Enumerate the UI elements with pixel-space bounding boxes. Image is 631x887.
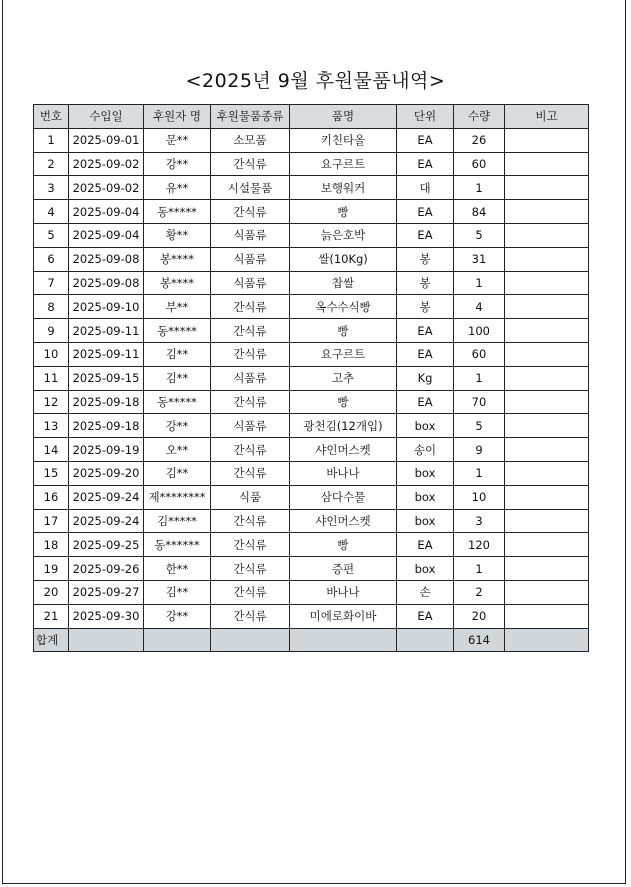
note-cell (505, 176, 589, 200)
table-row (34, 295, 589, 319)
total-cell-empty (211, 628, 290, 652)
quantity-cell: 31 (454, 247, 505, 271)
income-date-cell: 2025-09-26 (69, 557, 144, 581)
quantity-cell: 70 (454, 390, 505, 414)
col-header-note: 비고 (505, 105, 589, 129)
row-number-cell: 15 (34, 461, 69, 485)
row-number-cell: 7 (34, 271, 69, 295)
item-name-cell: 옥수수식빵 (290, 295, 397, 319)
item-category-cell: 간식류 (211, 438, 290, 462)
total-cell-empty (505, 628, 589, 652)
note-cell (505, 580, 589, 604)
row-number-cell: 18 (34, 533, 69, 557)
row-number-cell: 10 (34, 342, 69, 366)
item-name-cell: 키친타올 (290, 128, 397, 152)
item-category-cell: 간식류 (211, 390, 290, 414)
note-cell (505, 295, 589, 319)
unit-cell: EA (397, 319, 454, 343)
item-category-cell: 간식류 (211, 604, 290, 628)
item-name-cell: 빵 (290, 533, 397, 557)
quantity-cell: 1 (454, 271, 505, 295)
item-name-cell: 삼다수물 (290, 485, 397, 509)
total-cell-empty (69, 628, 144, 652)
col-header-item: 품명 (290, 105, 397, 129)
document-title: <2025년 9월 후원물품내역> (185, 70, 446, 92)
table-row (34, 390, 589, 414)
table-row (34, 485, 589, 509)
unit-cell: EA (397, 342, 454, 366)
table-row (34, 247, 589, 271)
donor-name-cell: 봉**** (144, 271, 211, 295)
note-cell (505, 414, 589, 438)
donor-name-cell: 김***** (144, 509, 211, 533)
item-name-cell: 빵 (290, 390, 397, 414)
quantity-cell: 5 (454, 414, 505, 438)
donor-name-cell: 오** (144, 438, 211, 462)
unit-cell: EA (397, 200, 454, 224)
item-name-cell: 증편 (290, 557, 397, 581)
donor-name-cell: 부** (144, 295, 211, 319)
table-row (34, 271, 589, 295)
quantity-cell: 4 (454, 295, 505, 319)
unit-cell: 봉 (397, 295, 454, 319)
donor-name-cell: 김** (144, 580, 211, 604)
unit-cell: 송이 (397, 438, 454, 462)
total-label: 합계 (34, 628, 69, 652)
item-category-cell: 간식류 (211, 580, 290, 604)
item-category-cell: 식품류 (211, 223, 290, 247)
quantity-cell: 26 (454, 128, 505, 152)
total-quantity: 614 (454, 628, 505, 652)
donor-name-cell: 동***** (144, 390, 211, 414)
row-number-cell: 1 (34, 128, 69, 152)
note-cell (505, 342, 589, 366)
row-number-cell: 16 (34, 485, 69, 509)
income-date-cell: 2025-09-15 (69, 366, 144, 390)
note-cell (505, 319, 589, 343)
donor-name-cell: 김** (144, 342, 211, 366)
table-row (34, 200, 589, 224)
item-name-cell: 미에로화이바 (290, 604, 397, 628)
donor-name-cell: 문** (144, 128, 211, 152)
unit-cell: EA (397, 128, 454, 152)
unit-cell: 봉 (397, 247, 454, 271)
unit-cell: 대 (397, 176, 454, 200)
note-cell (505, 485, 589, 509)
table-row (34, 509, 589, 533)
donor-name-cell: 황** (144, 223, 211, 247)
item-category-cell: 소모품 (211, 128, 290, 152)
row-number-cell: 14 (34, 438, 69, 462)
income-date-cell: 2025-09-30 (69, 604, 144, 628)
income-date-cell: 2025-09-08 (69, 247, 144, 271)
table-row (34, 152, 589, 176)
item-name-cell: 빵 (290, 200, 397, 224)
note-cell (505, 557, 589, 581)
income-date-cell: 2025-09-24 (69, 485, 144, 509)
item-name-cell: 빵 (290, 319, 397, 343)
note-cell (505, 390, 589, 414)
row-number-cell: 13 (34, 414, 69, 438)
item-name-cell: 쌀(10Kg) (290, 247, 397, 271)
donor-name-cell: 동***** (144, 200, 211, 224)
item-name-cell: 찹쌀 (290, 271, 397, 295)
unit-cell: Kg (397, 366, 454, 390)
row-number-cell: 2 (34, 152, 69, 176)
note-cell (505, 509, 589, 533)
row-number-cell: 4 (34, 200, 69, 224)
income-date-cell: 2025-09-20 (69, 461, 144, 485)
item-name-cell: 샤인머스켓 (290, 438, 397, 462)
table-row (34, 604, 589, 628)
item-category-cell: 식품류 (211, 414, 290, 438)
donor-name-cell: 봉**** (144, 247, 211, 271)
row-number-cell: 5 (34, 223, 69, 247)
quantity-cell: 5 (454, 223, 505, 247)
unit-cell: box (397, 461, 454, 485)
note-cell (505, 366, 589, 390)
table-row (34, 319, 589, 343)
row-number-cell: 3 (34, 176, 69, 200)
donor-name-cell: 강** (144, 414, 211, 438)
quantity-cell: 120 (454, 533, 505, 557)
income-date-cell: 2025-09-25 (69, 533, 144, 557)
item-category-cell: 간식류 (211, 319, 290, 343)
quantity-cell: 2 (454, 580, 505, 604)
note-cell (505, 152, 589, 176)
total-row (34, 628, 589, 652)
note-cell (505, 247, 589, 271)
unit-cell: box (397, 557, 454, 581)
item-category-cell: 간식류 (211, 152, 290, 176)
item-name-cell: 보행워커 (290, 176, 397, 200)
item-category-cell: 간식류 (211, 533, 290, 557)
row-number-cell: 19 (34, 557, 69, 581)
quantity-cell: 60 (454, 342, 505, 366)
table-row (34, 461, 589, 485)
row-number-cell: 6 (34, 247, 69, 271)
item-category-cell: 간식류 (211, 509, 290, 533)
income-date-cell: 2025-09-24 (69, 509, 144, 533)
income-date-cell: 2025-09-18 (69, 414, 144, 438)
quantity-cell: 84 (454, 200, 505, 224)
note-cell (505, 461, 589, 485)
item-name-cell: 바나나 (290, 461, 397, 485)
quantity-cell: 10 (454, 485, 505, 509)
note-cell (505, 271, 589, 295)
income-date-cell: 2025-09-10 (69, 295, 144, 319)
table-row (34, 176, 589, 200)
quantity-cell: 3 (454, 509, 505, 533)
donor-name-cell: 유** (144, 176, 211, 200)
col-header-quantity: 수량 (454, 105, 505, 129)
item-name-cell: 고추 (290, 366, 397, 390)
income-date-cell: 2025-09-02 (69, 152, 144, 176)
row-number-cell: 20 (34, 580, 69, 604)
item-category-cell: 간식류 (211, 342, 290, 366)
donor-name-cell: 김** (144, 461, 211, 485)
note-cell (505, 604, 589, 628)
note-cell (505, 223, 589, 247)
row-number-cell: 17 (34, 509, 69, 533)
total-cell-empty (397, 628, 454, 652)
income-date-cell: 2025-09-04 (69, 223, 144, 247)
note-cell (505, 438, 589, 462)
table-header-row (34, 105, 589, 129)
unit-cell: box (397, 509, 454, 533)
quantity-cell: 9 (454, 438, 505, 462)
quantity-cell: 100 (454, 319, 505, 343)
unit-cell: box (397, 485, 454, 509)
row-number-cell: 21 (34, 604, 69, 628)
item-category-cell: 간식류 (211, 200, 290, 224)
item-category-cell: 식품류 (211, 247, 290, 271)
item-category-cell: 시설물품 (211, 176, 290, 200)
donation-table (33, 104, 589, 652)
unit-cell: EA (397, 390, 454, 414)
col-header-number: 번호 (34, 105, 69, 129)
unit-cell: EA (397, 152, 454, 176)
donor-name-cell: 김** (144, 366, 211, 390)
donor-name-cell: 동***** (144, 319, 211, 343)
donor-name-cell: 동****** (144, 533, 211, 557)
table-row (34, 414, 589, 438)
col-header-donor: 후원자 명 (144, 105, 211, 129)
quantity-cell: 1 (454, 557, 505, 581)
unit-cell: EA (397, 223, 454, 247)
donor-name-cell: 강** (144, 152, 211, 176)
col-header-unit: 단위 (397, 105, 454, 129)
item-name-cell: 바나나 (290, 580, 397, 604)
income-date-cell: 2025-09-27 (69, 580, 144, 604)
total-cell-empty (144, 628, 211, 652)
unit-cell: box (397, 414, 454, 438)
item-category-cell: 간식류 (211, 295, 290, 319)
unit-cell: 봉 (397, 271, 454, 295)
quantity-cell: 60 (454, 152, 505, 176)
income-date-cell: 2025-09-11 (69, 342, 144, 366)
quantity-cell: 1 (454, 366, 505, 390)
total-cell-empty (290, 628, 397, 652)
income-date-cell: 2025-09-04 (69, 200, 144, 224)
table-body (34, 128, 589, 628)
quantity-cell: 1 (454, 461, 505, 485)
income-date-cell: 2025-09-11 (69, 319, 144, 343)
item-category-cell: 식품류 (211, 366, 290, 390)
note-cell (505, 533, 589, 557)
row-number-cell: 8 (34, 295, 69, 319)
table-row (34, 580, 589, 604)
table-row (34, 128, 589, 152)
income-date-cell: 2025-09-18 (69, 390, 144, 414)
table-row (34, 533, 589, 557)
income-date-cell: 2025-09-01 (69, 128, 144, 152)
unit-cell: 손 (397, 580, 454, 604)
item-category-cell: 간식류 (211, 461, 290, 485)
table-row (34, 438, 589, 462)
item-name-cell: 요구르트 (290, 152, 397, 176)
table-row (34, 223, 589, 247)
donor-name-cell: 강** (144, 604, 211, 628)
quantity-cell: 1 (454, 176, 505, 200)
note-cell (505, 128, 589, 152)
item-name-cell: 요구르트 (290, 342, 397, 366)
col-header-category: 후원물품종류 (211, 105, 290, 129)
row-number-cell: 12 (34, 390, 69, 414)
item-category-cell: 식품류 (211, 271, 290, 295)
table-row (34, 557, 589, 581)
unit-cell: EA (397, 533, 454, 557)
income-date-cell: 2025-09-19 (69, 438, 144, 462)
item-category-cell: 간식류 (211, 557, 290, 581)
table-row (34, 342, 589, 366)
row-number-cell: 9 (34, 319, 69, 343)
row-number-cell: 11 (34, 366, 69, 390)
unit-cell: EA (397, 604, 454, 628)
donor-name-cell: 제******** (144, 485, 211, 509)
income-date-cell: 2025-09-08 (69, 271, 144, 295)
quantity-cell: 20 (454, 604, 505, 628)
col-header-date: 수입일 (69, 105, 144, 129)
donor-name-cell: 한** (144, 557, 211, 581)
note-cell (505, 200, 589, 224)
item-name-cell: 샤인머스켓 (290, 509, 397, 533)
income-date-cell: 2025-09-02 (69, 176, 144, 200)
item-name-cell: 광천김(12개입) (290, 414, 397, 438)
item-name-cell: 늙은호박 (290, 223, 397, 247)
item-category-cell: 식품 (211, 485, 290, 509)
table-row (34, 366, 589, 390)
